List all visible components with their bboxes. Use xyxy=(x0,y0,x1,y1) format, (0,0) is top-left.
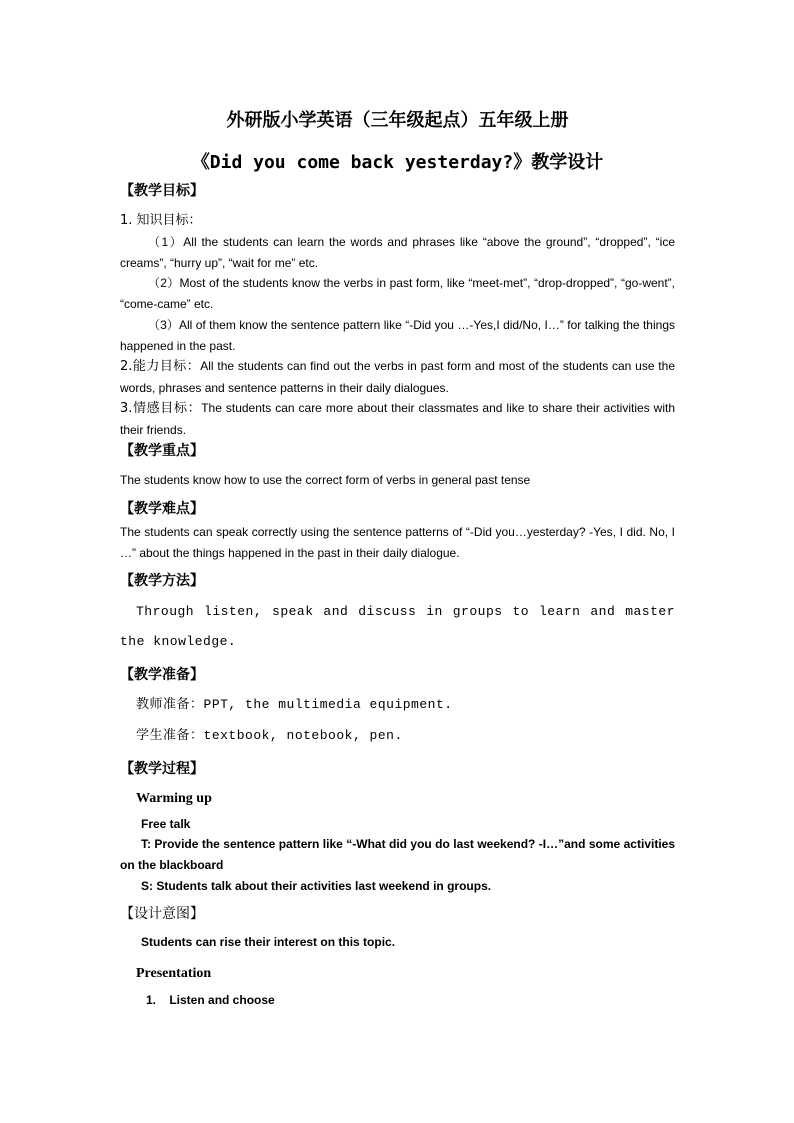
design-intent-text: Students can rise their interest on this topic. xyxy=(141,935,396,949)
student-activity: S: Students talk about their activities last weekend in groups. xyxy=(141,879,492,893)
emotion-objective: 3.情感目标：The students can care more about their classmates and like to share their activities with their friends. xyxy=(120,401,675,437)
free-talk-label: Free talk xyxy=(141,817,191,831)
knowledge-label: 1. 知识目标： xyxy=(120,213,202,228)
design-intent-heading: 【设计意图】 xyxy=(120,906,204,922)
methods-heading: 【教学方法】 xyxy=(120,573,204,589)
document-title: 外研版小学英语（三年级起点）五年级上册 xyxy=(226,110,569,131)
ability-objective: 2.能力目标：All the students can find out the verbs in past form and most of the students can use the words, phrases and sentence patterns in their daily dialogues. xyxy=(120,359,675,395)
difficulties-text: The students can speak correctly using the sentence patterns of “-Did you…yesterday? -Yes, I did. No, I …” about the things happened in the past in their daily dialogue. xyxy=(120,525,675,560)
preparation-heading: 【教学准备】 xyxy=(120,667,204,683)
key-points-text: The students know how to use the correct form of verbs in general past tense xyxy=(120,473,531,487)
teacher-activity: T: Provide the sentence pattern like “-What did you do last weekend? -I…”and some activities on the blackboard xyxy=(120,837,675,872)
knowledge-item-2: （2）Most of the students know the verbs in past form, like “meet-met”, “drop-dropped”, “go-went”, “come-came” etc. xyxy=(120,276,675,311)
warming-up-heading: Warming up xyxy=(136,791,212,806)
methods-text: Through listen, speak and discuss in groups to learn and master the knowledge. xyxy=(120,604,675,649)
knowledge-item-3: （3）All of them know the sentence pattern like “-Did you …-Yes,I did/No, I…” for talking the things happened in the past. xyxy=(120,318,675,353)
lesson-title: 《Did you come back yesterday?》教学设计 xyxy=(191,152,604,173)
presentation-item-1: 1. Listen and choose xyxy=(146,993,275,1007)
key-points-heading: 【教学重点】 xyxy=(120,443,204,459)
knowledge-item-1: （1）All the students can learn the words and phrases like “above the ground”, “dropped”, “ice creams”, “hurry up”, “wait for me” etc. xyxy=(120,235,675,270)
objectives-heading: 【教学目标】 xyxy=(120,183,204,199)
process-heading: 【教学过程】 xyxy=(120,761,204,777)
student-preparation: 学生准备：textbook, notebook, pen. xyxy=(136,728,403,743)
difficulties-heading: 【教学难点】 xyxy=(120,501,204,517)
teacher-preparation: 教师准备：PPT, the multimedia equipment. xyxy=(136,697,453,712)
presentation-heading: Presentation xyxy=(136,966,212,981)
